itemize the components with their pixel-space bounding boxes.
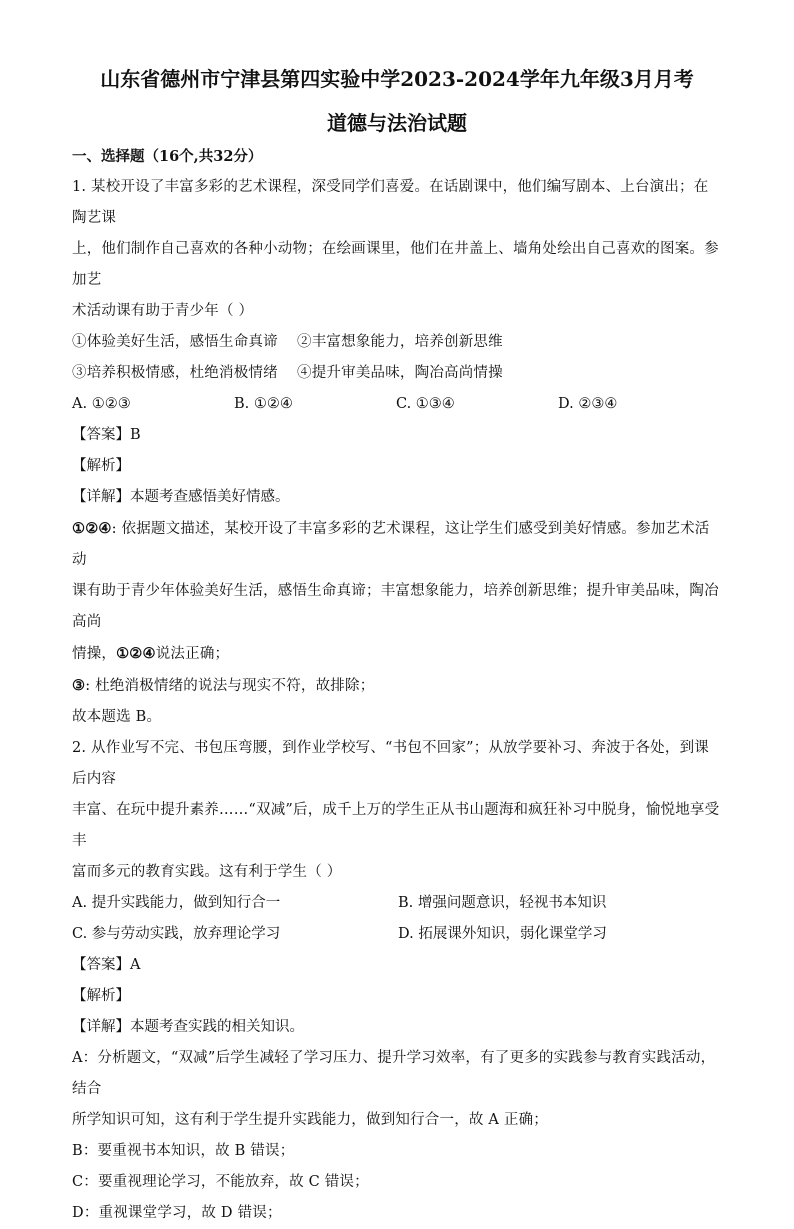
question-2-stem-line: 丰富、在玩中提升素养……“双减”后，成千上万的学生正从书山题海和疯狂补习中脱身，愉悦地享受丰 xyxy=(72,802,720,849)
explanation-text: : 依据题文描述，某校开设了丰富多彩的艺术课程，这让学生们感受到美好情感。参加艺术活动 xyxy=(72,521,710,568)
explanation-line: 所学知识可知，这有利于学生提升实践能力，做到知行合一，故 A 正确； xyxy=(72,1112,548,1128)
answer-tag: 【答案】 xyxy=(72,957,130,973)
explanation-line xyxy=(72,513,722,576)
answer-line xyxy=(72,950,722,981)
section-heading: 一、选择题（16个,共32分） xyxy=(72,148,263,165)
question-2-options xyxy=(72,888,722,950)
explanation-line: B：要重视书本知识，故 B 错误； xyxy=(72,1143,295,1159)
page-title: 山东省德州市宁津县第四实验中学2023-2024学年九年级3月月考 xyxy=(100,67,694,91)
answer-value: B xyxy=(130,427,141,443)
option-c: C. ①③④ xyxy=(396,396,455,412)
option-a: A. ①②③ xyxy=(72,396,131,412)
option-a: A. 提升实践能力，做到知行合一 xyxy=(72,895,281,911)
explanation-line: 课有助于青少年体验美好生活，感悟生命真谛；丰富想象能力，培养创新思维；提升审美品味，陶冶高尚 xyxy=(72,583,719,630)
option-d: D. ②③④ xyxy=(558,396,618,412)
explanation-tail: 说法正确； xyxy=(155,646,230,662)
exam-page xyxy=(72,64,722,1229)
question-1-options xyxy=(72,389,722,420)
option-b: B. ①②④ xyxy=(234,396,293,412)
explanation-line: A：分析题文，“双减”后学生减轻了学习压力、提升学习效率，有了更多的实践参与教育实践活动，结合 xyxy=(72,1050,716,1097)
explanation-lead: ①②④ xyxy=(72,520,112,537)
explanation-line xyxy=(72,670,722,702)
conclusion: 故本题选 B。 xyxy=(72,709,162,725)
analysis-tag: 【解析】 xyxy=(72,988,130,1004)
question-1-stem-line: 上，他们制作自己喜欢的各种小动物；在绘画课里，他们在井盖上、墙角处绘出自己喜欢的图案。参加艺 xyxy=(72,241,719,288)
question-1-stem-line: 1. 某校开设了丰富多彩的艺术课程，深受同学们喜爱。在话剧课中，他们编写剧本、上台演出；在陶艺课 xyxy=(72,179,709,226)
question-1 xyxy=(72,172,722,733)
option-b: B. 增强问题意识，轻视书本知识 xyxy=(398,895,607,911)
explanation-text: : 杜绝消极情绪的说法与现实不符，故排除； xyxy=(85,678,375,694)
option-c: C. 参与劳动实践，放弃理论学习 xyxy=(72,926,281,942)
explanation-lead: ③ xyxy=(72,677,86,694)
explanation-text: 情操， xyxy=(72,646,117,662)
answer-tag: 【答案】 xyxy=(72,427,130,443)
explanation-mid: ①②④ xyxy=(116,645,156,662)
explanation-line: C：要重视理论学习，不能放弃，故 C 错误； xyxy=(72,1174,369,1190)
page-subtitle: 道德与法治试题 xyxy=(327,111,467,135)
option-d: D. 拓展课外知识，弱化课堂学习 xyxy=(398,926,607,942)
answer-line xyxy=(72,420,722,451)
question-1-statement: ③培养积极情感，杜绝消极情绪 ④提升审美品味，陶冶高尚情操 xyxy=(72,365,503,381)
question-2 xyxy=(72,733,722,1229)
question-1-statement: ①体验美好生活，感悟生命真谛 ②丰富想象能力，培养创新思维 xyxy=(72,334,503,350)
detail-line xyxy=(72,1012,722,1043)
question-1-stem-line: 术活动课有助于青少年（ ） xyxy=(72,303,254,319)
detail-tag: 【详解】 xyxy=(72,489,130,505)
detail-text: 本题考查实践的相关知识。 xyxy=(130,1019,304,1035)
analysis-tag: 【解析】 xyxy=(72,458,130,474)
explanation-line xyxy=(72,638,722,670)
detail-text: 本题考查感悟美好情感。 xyxy=(130,489,290,505)
question-2-stem-line: 富而多元的教育实践。这有利于学生（ ） xyxy=(72,864,342,880)
explanation-line: D：重视课堂学习，故 D 错误； xyxy=(72,1205,282,1221)
question-2-stem-line: 2. 从作业写不完、书包压弯腰，到作业学校写、“书包不回家”；从放学要补习、奔波于各处，到课后内容 xyxy=(72,740,709,787)
answer-value: A xyxy=(130,957,141,973)
detail-line xyxy=(72,482,722,513)
detail-tag: 【详解】 xyxy=(72,1019,130,1035)
